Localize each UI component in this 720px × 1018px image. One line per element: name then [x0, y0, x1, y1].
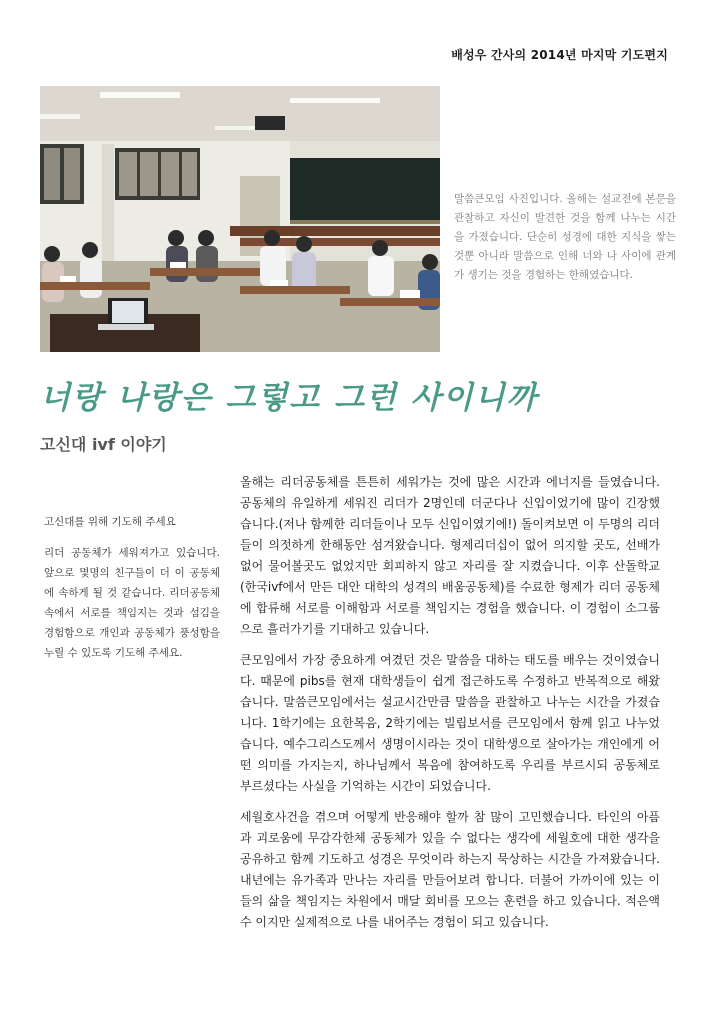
paragraph: 큰모임에서 가장 중요하게 여겼던 것은 말씀을 대하는 태도를 배우는 것이였습니다. 때문에 pibs를 현재 대학생들이 쉽게 접근하도록 수정하고 반복적으로 해왔습니다. 말씀큰모임에서는 설교시간만큼 말씀을 관찰하고 나누는 시간을 가졌습니다. 1학기에는 요한복음, 2학기에는 빌립보서를 큰모임에서 함께 읽고 나누었습니다. 예수그리스도께서 생명이시라는 것이 대학생으로 살아가는 개인에게 어떤 의미를 가지는지, 하나님께서 복음에 참여하도록 우리를 부르시되 공동체로 부르셨다는 사실을 기억하는 시간이 되었습니다.: [240, 653, 660, 793]
prayer-heading: 고신대를 위해 기도해 주세요: [44, 516, 176, 528]
photo-caption: 말씀큰모임 사진입니다. 올해는 설교전에 본문을 관찰하고 자신이 발견한 것을 함께 나누는 시간을 가졌습니다. 단순히 성경에 대한 지식을 쌓는 것뿐 아니라 말씀으로 인해 너와 나 사이에 관계가 생기는 것을 경험하는 한해였습니다.: [454, 193, 676, 281]
letter-title: 배성우 간사의 2014년 마지막 기도편지: [451, 48, 668, 62]
paragraph: 세월호사건을 겪으며 어떻게 반응해야 할까 참 많이 고민했습니다. 타인의 아픔과 괴로움에 무감각한체 공동체가 있을 수 없다는 생각에 세월호에 대한 생각을 공유하고 함께 기도하고 성경은 무엇이라 하는지 묵상하는 시간을 가져왔습니다. 내년에는 유가족과 만나는 자리를 만들어보려 합니다. 더불어 가까이에 있는 이들의 삶을 책임지는 차원에서 매달 회비를 모으는 훈련을 하고 있습니다. 적은액수 이지만 실제적으로 나를 내어주는 경험이 되고 있습니다.: [240, 810, 660, 929]
article-title: 너랑 나랑은 그렇고 그런 사이니까: [40, 380, 539, 416]
bible-study-photo: [40, 86, 440, 352]
article-subtitle: 고신대 ivf 이야기: [40, 435, 167, 454]
prayer-body: 리더 공동체가 세워져가고 있습니다. 앞으로 몇명의 친구들이 더 이 공동체에 속하게 될 것 같습니다. 리더공동체 속에서 서로를 책임지는 것과 섬김을 경험함으로 개인과 공동체가 풍성함을 누릴 수 있도록 기도해 주세요.: [44, 547, 220, 659]
paragraph: 올해는 리더공동체를 튼튼히 세워가는 것에 많은 시간과 에너지를 들였습니다. 공동체의 유일하게 세워진 리더가 2명인데 더군다나 신입이었기에 많이 긴장했습니다.(저나 함께한 리더들이나 모두 신입이였기에!) 돌이켜보면 이 두명의 리더들이 의젓하게 한해동안 섬겨왔습니다. 형제리더십이 없어 의지할 곳도, 선배가 없어 물어볼곳도 없었지만 회피하지 않고 자리를 잘 지켰습니다. 이후 산돌학교(한국ivf에서 만든 대안 대학의 성격의 배움공동체)를 수료한 형제가 리더 공동체에 합류해 서로를 이해함과 서로를 책임지는 경험을 했습니다. 이 경험이 소그룹으로 흘러가기를 기대하고 있습니다.: [240, 475, 660, 636]
article-body: [240, 472, 660, 943]
prayer-request: [44, 514, 220, 663]
